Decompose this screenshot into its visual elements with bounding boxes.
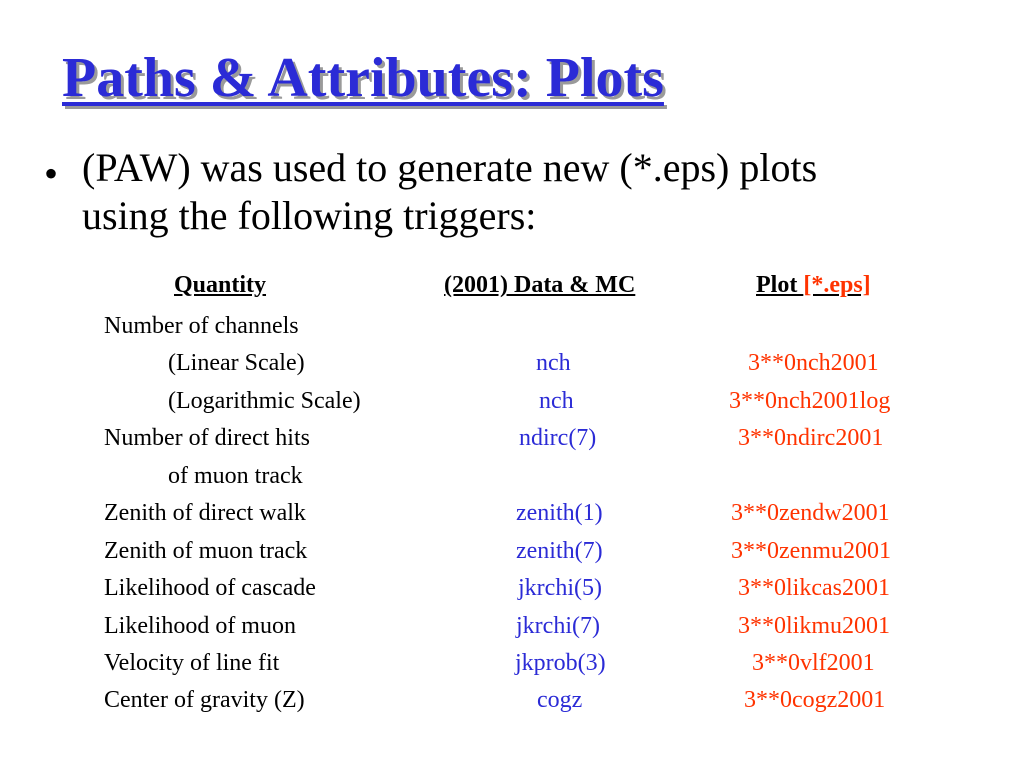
row-plot: 3**0zendw2001 [731,500,890,526]
row-data: ndirc(7) [519,425,597,451]
row-data: zenith(7) [516,538,603,564]
row-quantity: Likelihood of muon [104,613,296,639]
slide-title: Paths & Attributes: Plots [62,47,664,109]
row-quantity: Center of gravity (Z) [104,687,305,713]
row-quantity: (Logarithmic Scale) [168,388,361,414]
row-quantity: (Linear Scale) [168,350,305,376]
header-plot-ext: [*.eps] [803,272,871,298]
row-quantity: Zenith of direct walk [104,500,306,526]
row-plot: 3**0nch2001log [729,388,891,414]
row-data: nch [536,350,571,376]
row-data: jkrchi(5) [518,575,602,601]
header-data: (2001) Data & MC [444,272,636,298]
row-plot: 3**0nch2001 [748,350,879,376]
row-quantity: Number of channels [104,313,299,339]
row-plot: 3**0ndirc2001 [738,425,884,451]
row-quantity: of muon track [168,463,303,489]
row-plot: 3**0likcas2001 [738,575,890,601]
row-plot: 3**0likmu2001 [738,613,891,639]
row-data: jkprob(3) [515,650,606,676]
row-quantity: Velocity of line fit [104,650,280,676]
row-quantity: Likelihood of cascade [104,575,316,601]
header-plot [756,272,871,299]
bullet-line-2: using the following triggers: [82,193,537,238]
row-data: nch [539,388,574,414]
row-plot: 3**0cogz2001 [744,687,886,713]
row-quantity: Zenith of muon track [104,538,308,564]
row-plot: 3**0vlf2001 [752,650,875,676]
header-plot-label: Plot [756,272,804,298]
row-quantity: Number of direct hits [104,425,310,451]
bullet-text [82,144,982,240]
row-data: zenith(1) [516,500,603,526]
row-data: jkrchi(7) [516,613,600,639]
bullet-icon: • [44,151,59,196]
row-data: cogz [537,687,583,713]
row-plot: 3**0zenmu2001 [731,538,891,564]
bullet-line-1: (PAW) was used to generate new (*.eps) plots [82,145,818,190]
header-quantity: Quantity [174,272,267,298]
